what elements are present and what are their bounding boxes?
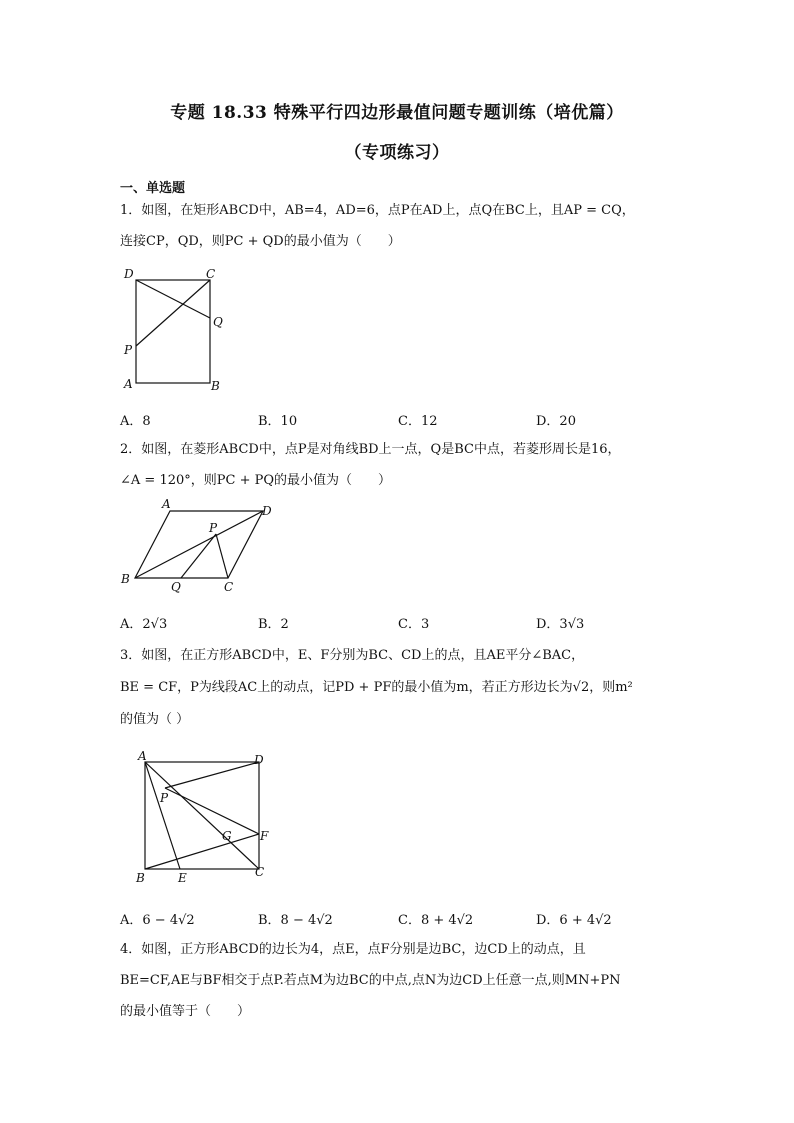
page-subtitle: （专项练习） (344, 143, 450, 163)
label-p: P (209, 521, 218, 535)
diagonal-bd (135, 511, 263, 578)
question-4-line-3: 的最小值等于（ ） (120, 1004, 251, 1019)
label-g: G (222, 829, 232, 843)
question-4-line-2: BE=CF,AE与BF相交于点P.若点M为边BC的中点,点N为边CD上任意一点,则MN+PN (120, 973, 621, 988)
question-1-line-1: 1．如图，在矩形ABCD中，AB=4，AD=6，点P在AD上，点Q在BC上，且AP = CQ， (120, 203, 635, 218)
segment-bf (145, 834, 259, 869)
label-a: A (138, 749, 147, 763)
question-1-option-a: A．8 (120, 414, 151, 429)
question-2-line-1: 2．如图，在菱形ABCD中，点P是对角线BD上一点，Q是BC中点，若菱形周长是16， (120, 442, 621, 457)
question-3-line-2: BE = CF，P为线段AC上的动点，记PD + PF的最小值为m，若正方形边长为√2，则m² (120, 680, 633, 695)
label-c: C (224, 580, 234, 594)
question-2-option-b: B．2 (258, 617, 289, 632)
question-2-option-c: C．3 (398, 617, 430, 632)
segment-pf (165, 788, 259, 834)
label-c: C (255, 865, 265, 879)
segment-pc (216, 534, 228, 578)
label-f: F (260, 829, 269, 843)
question-3-option-d: D．6 + 4√2 (536, 913, 612, 928)
label-p: P (160, 791, 169, 805)
question-2-option-a: A．2√3 (120, 617, 168, 632)
question-2-option-d: D．3√3 (536, 617, 585, 632)
label-b: B (211, 379, 220, 393)
rectangle-abcd (136, 280, 210, 383)
segment-pd (165, 762, 259, 788)
label-b: B (136, 871, 145, 885)
question-1-line-2: 连接CP，QD，则PC + QD的最小值为（ ） (120, 234, 401, 249)
question-2-figure (118, 498, 288, 596)
question-3-option-c: C．8 + 4√2 (398, 913, 474, 928)
label-a: A (124, 377, 133, 391)
question-3-figure (118, 744, 278, 886)
question-1-option-b: B．10 (258, 414, 298, 429)
label-c: C (206, 267, 216, 281)
question-3-option-a: A．6 − 4√2 (120, 913, 195, 928)
question-4-line-1: 4．如图，正方形ABCD的边长为4，点E，点F分别是边BC，边CD上的动点，且 (120, 942, 586, 957)
segment-pq (181, 534, 216, 578)
question-3-line-3: 的值为（ ） (120, 712, 190, 727)
question-1-option-c: C．12 (398, 414, 438, 429)
question-2-line-2: ∠A = 120°，则PC + PQ的最小值为（ ） (120, 473, 392, 488)
section-heading: 一、单选题 (120, 181, 186, 196)
segment-cp (136, 280, 210, 346)
question-1-option-d: D．20 (536, 414, 576, 429)
label-d: D (254, 753, 264, 767)
label-d: D (262, 504, 272, 518)
label-q: Q (213, 315, 223, 329)
label-b: B (121, 572, 130, 586)
question-1-figure (118, 262, 238, 398)
page-title: 专题 18.33 特殊平行四边形最值问题专题训练（培优篇） (170, 103, 624, 123)
label-a: A (162, 498, 171, 511)
question-3-line-1: 3．如图，在正方形ABCD中，E、F分别为BC、CD上的点，且AE平分∠BAC， (120, 648, 585, 663)
label-e: E (178, 871, 187, 885)
label-d: D (124, 267, 134, 281)
label-p: P (124, 343, 133, 357)
question-3-option-b: B．8 − 4√2 (258, 913, 333, 928)
label-q: Q (171, 580, 181, 594)
